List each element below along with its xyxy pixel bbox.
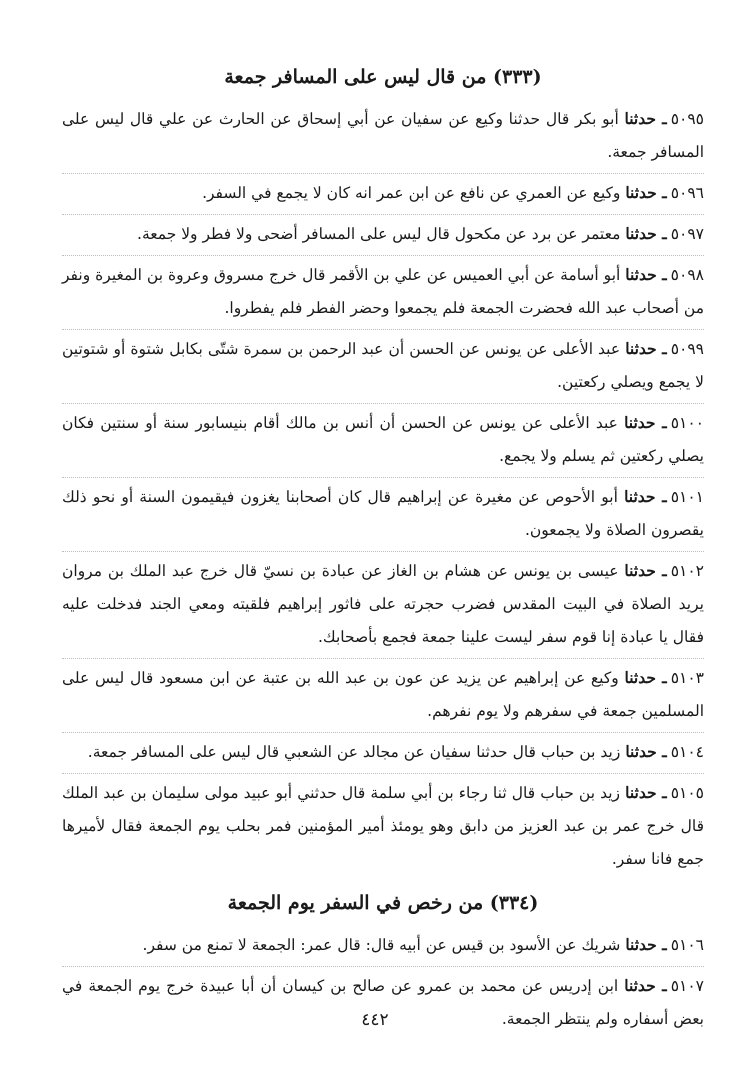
hadith-opener: ـ حدثنا [624, 976, 667, 995]
hadith-number: ٥١٠٥ [670, 784, 705, 802]
hadith-text: أبو بكر قال حدثنا وكيع عن سفيان عن أبي إسحاق عن الحارث عن علي قال ليس على المسافر جمعة. [62, 110, 704, 161]
hadith-number: ٥٠٩٩ [670, 340, 704, 358]
hadith-text: أبو الأحوص عن مغيرة عن إبراهيم قال كان أصحابنا يغزون فيقيمون السنة أو نحو ذلك يقصرون الصلاة ولا يجمعون. [62, 488, 704, 539]
hadith-text: وكيع عن العمري عن نافع عن ابن عمر انه كان لا يجمع في السفر. [202, 184, 621, 202]
hadith-entry [62, 102, 704, 173]
hadith-opener: ـ حدثنا [625, 742, 667, 761]
hadith-entry [62, 173, 704, 214]
hadith-text: ابن إدريس عن محمد بن عمرو عن صالح بن كيسان أن أبا عبيدة خرج يوم الجمعة في بعض أسفاره ولم ينتظر الجمعة. [62, 977, 704, 1028]
hadith-opener: ـ حدثنا [624, 487, 667, 506]
hadith-entry [62, 255, 704, 329]
hadith-number: ٥٠٩٦ [670, 184, 704, 202]
hadith-opener: ـ حدثنا [625, 224, 667, 243]
hadith-number: ٥١٠٠ [670, 414, 704, 432]
hadith-number: ٥٠٩٥ [670, 110, 704, 128]
hadith-opener: ـ حدثنا [625, 783, 667, 802]
hadith-opener: ـ حدثنا [625, 183, 667, 202]
hadith-text: زيد بن حباب قال حدثنا سفيان عن مجالد عن الشعبي قال ليس على المسافر جمعة. [87, 743, 621, 761]
hadith-entry [62, 551, 704, 658]
book-page [62, 62, 704, 1040]
hadith-number: ٥٠٩٨ [670, 266, 704, 284]
hadith-opener: ـ حدثنا [625, 339, 667, 358]
hadith-number: ٥٠٩٧ [670, 225, 704, 243]
hadith-opener: ـ حدثنا [624, 561, 667, 580]
hadith-entry [62, 329, 704, 403]
hadith-entry [62, 477, 704, 551]
hadith-entry [62, 732, 704, 773]
hadith-number: ٥١٠٢ [670, 562, 704, 580]
chapter-title: (٣٣٣) من قال ليس على المسافر جمعة [224, 66, 542, 88]
hadith-text: معتمر عن برد عن مكحول قال ليس على المسافر أضحى ولا فطر ولا جمعة. [137, 225, 621, 243]
hadith-opener: ـ حدثنا [625, 935, 667, 954]
hadith-text: وكيع عن إبراهيم عن يزيد عن عون بن عبد الله بن عتبة عن ابن مسعود قال ليس على المسلمين جمعة في سفرهم ولا يوم نفرهم. [62, 669, 704, 720]
hadith-entry [62, 928, 704, 966]
hadith-text: عيسى بن يونس عن هشام بن الغاز عن عبادة بن نسيّ قال خرج عبد الملك بن مروان يريد الصلاة في البيت المقدس فضرب حجرته على فاثور إبراهيم فلقيته ومعي الجند فدخلت عليه فقال يا عبادة إنا قوم سفر ليست علينا جمعة فجمع بأصحابك. [62, 562, 704, 646]
hadith-text: عبد الأعلى عن يونس عن الحسن أن عبد الرحمن بن سمرة شتّى بكابل شتوة أو شتوتين لا يجمع ويصلي ركعتين. [62, 340, 704, 391]
hadith-list [62, 102, 704, 880]
hadith-number: ٥١٠٧ [670, 977, 704, 995]
hadith-number: ٥١٠٤ [670, 743, 704, 761]
hadith-opener: ـ حدثنا [624, 413, 667, 432]
chapter-title: (٣٣٤) من رخص في السفر يوم الجمعة [227, 892, 539, 914]
page-number: ٤٤٢ [361, 1010, 389, 1030]
hadith-opener: ـ حدثنا [624, 109, 667, 128]
hadith-number: ٥١٠٦ [670, 936, 704, 954]
hadith-opener: ـ حدثنا [624, 668, 667, 687]
hadith-entry [62, 214, 704, 255]
hadith-number: ٥١٠١ [670, 488, 704, 506]
hadith-entry [62, 403, 704, 477]
hadith-text: زيد بن حباب قال ثنا رجاء بن أبي سلمة قال حدثني أبو عبيد مولى سليمان بن عبد الملك قال خرج عمر بن عبد العزيز من دابق وهو يومئذ أمير المؤمنين فمر بحلب يوم الجمعة فقال لأميرها جمع فانا سفر. [62, 784, 704, 868]
hadith-opener: ـ حدثنا [625, 265, 667, 284]
hadith-entry [62, 773, 704, 880]
hadith-entry [62, 658, 704, 732]
hadith-text: شريك عن الأسود بن قيس عن أبيه قال: قال عمر: الجمعة لا تمنع من سفر. [142, 936, 621, 954]
hadith-text: أبو أسامة عن أبي العميس عن علي بن الأقمر قال خرج مسروق وعروة بن المغيرة ونفر من أصحاب عبد الله فحضرت الجمعة فلم يجمعوا وحضر الفطر فلم يفطروا. [62, 266, 704, 317]
hadith-number: ٥١٠٣ [670, 669, 704, 687]
hadith-text: عبد الأعلى عن يونس عن الحسن أن أنس بن مالك أقام بنيسابور سنة أو سنتين فكان يصلي ركعتين ثم يسلم ولا يجمع. [62, 414, 704, 465]
